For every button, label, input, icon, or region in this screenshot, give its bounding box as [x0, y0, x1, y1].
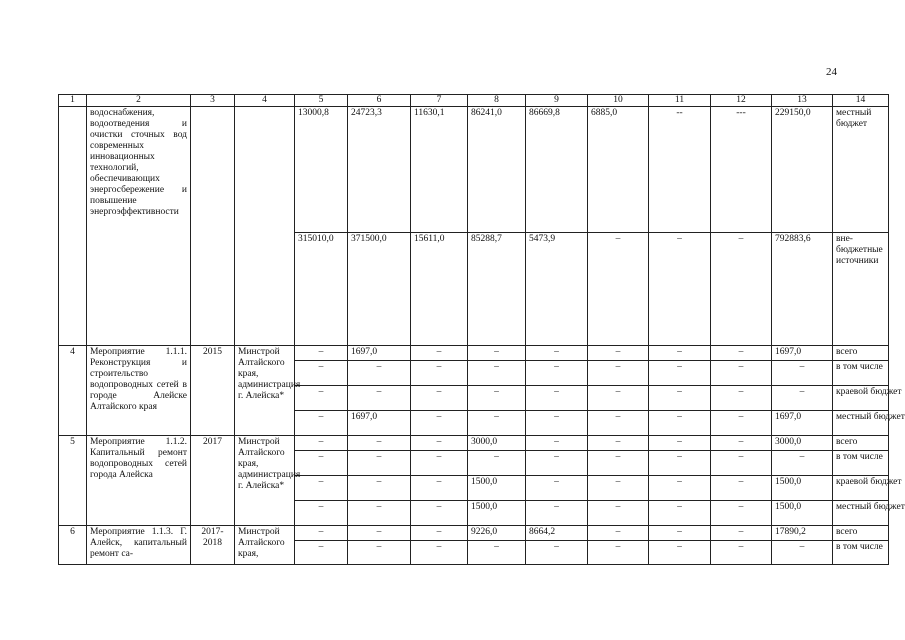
value-cell: –	[411, 501, 468, 526]
year-cell: 2017	[191, 436, 235, 526]
value-cell: –	[348, 476, 411, 501]
value-cell: 315010,0	[295, 233, 348, 346]
value-cell: –	[649, 346, 711, 361]
funding-source-cell: местный бюджет	[833, 107, 889, 233]
value-cell: –	[649, 436, 711, 451]
value-cell: –	[649, 386, 711, 411]
header-cell: 6	[348, 95, 411, 107]
value-cell: ---	[711, 107, 772, 233]
funding-source-cell: в том числе	[833, 451, 889, 476]
value-cell: –	[526, 451, 588, 476]
value-cell: –	[348, 451, 411, 476]
funding-source-cell: местный бюджет	[833, 501, 889, 526]
value-cell: –	[711, 346, 772, 361]
value-cell: –	[348, 526, 411, 541]
total-cell: 1697,0	[772, 346, 833, 361]
value-cell: –	[411, 451, 468, 476]
value-cell: 5473,9	[526, 233, 588, 346]
header-cell: 9	[526, 95, 588, 107]
total-cell: 229150,0	[772, 107, 833, 233]
value-cell: 24723,3	[348, 107, 411, 233]
value-cell: –	[588, 476, 649, 501]
value-cell: –	[348, 501, 411, 526]
executor-cell: Минстрой Алтайского края, администрация г. Алейска*	[235, 346, 295, 436]
value-cell: –	[411, 476, 468, 501]
row-number-cell: 4	[59, 346, 87, 436]
funding-source-cell: вне-бюджетные источники	[833, 233, 889, 346]
value-cell: –	[711, 386, 772, 411]
value-cell: –	[526, 346, 588, 361]
header-cell: 8	[468, 95, 526, 107]
value-cell: –	[588, 436, 649, 451]
budget-table	[58, 94, 905, 565]
header-cell: 10	[588, 95, 649, 107]
value-cell: –	[411, 386, 468, 411]
table-body	[59, 95, 905, 565]
value-cell: –	[295, 526, 348, 541]
value-cell: 9226,0	[468, 526, 526, 541]
value-cell: –	[295, 501, 348, 526]
value-cell: –	[468, 361, 526, 386]
value-cell: 6885,0	[588, 107, 649, 233]
value-cell: 13000,8	[295, 107, 348, 233]
total-cell: –	[772, 541, 833, 565]
value-cell: –	[649, 476, 711, 501]
funding-source-cell: в том числе	[833, 541, 889, 565]
value-cell: –	[588, 411, 649, 436]
value-cell: –	[411, 526, 468, 541]
value-cell: –	[348, 386, 411, 411]
header-cell: 13	[772, 95, 833, 107]
measure-description: Мероприятие 1.1.1. Реконструкция и строительство водопроводных сетей в городе Алейске Алтайского края	[87, 346, 191, 436]
value-cell: –	[411, 436, 468, 451]
value-cell: –	[711, 526, 772, 541]
table-row	[59, 107, 889, 233]
funding-source-cell: местный бюджет	[833, 411, 889, 436]
executor-cell	[235, 107, 295, 346]
row-number-cell: 5	[59, 436, 87, 526]
value-cell: –	[411, 361, 468, 386]
header-cell: 2	[87, 95, 191, 107]
header-cell: 4	[235, 95, 295, 107]
total-cell: 1500,0	[772, 501, 833, 526]
value-cell: –	[588, 451, 649, 476]
value-cell: –	[588, 541, 649, 565]
value-cell: –	[526, 501, 588, 526]
value-cell: –	[468, 346, 526, 361]
header-cell: 14	[833, 95, 889, 107]
value-cell: –	[295, 411, 348, 436]
total-cell: 17890,2	[772, 526, 833, 541]
total-cell: –	[772, 361, 833, 386]
funding-source-cell: всего	[833, 526, 889, 541]
value-cell: –	[711, 451, 772, 476]
value-cell: –	[588, 361, 649, 386]
funding-source-cell: всего	[833, 346, 889, 361]
value-cell: –	[295, 451, 348, 476]
value-cell: –	[348, 361, 411, 386]
total-cell: 1697,0	[772, 411, 833, 436]
measure-description: водоснабжения, водоотведения и очистки сточных вод современных инновационных технологий, обеспечивающих энергосбережение и повышение энергоэффективности	[87, 107, 191, 346]
value-cell: 11630,1	[411, 107, 468, 233]
measure-description: Мероприятие 1.1.2. Капитальный ремонт водопроводных сетей города Алейска	[87, 436, 191, 526]
header-cell: 1	[59, 95, 87, 107]
year-cell: 2015	[191, 346, 235, 436]
value-cell: –	[649, 451, 711, 476]
page-number: 24	[826, 66, 837, 78]
value-cell: –	[411, 411, 468, 436]
funding-source-cell: всего	[833, 436, 889, 451]
table-row	[59, 346, 889, 361]
total-cell: 792883,6	[772, 233, 833, 346]
total-cell: 3000,0	[772, 436, 833, 451]
value-cell: –	[711, 361, 772, 386]
header-cell: 7	[411, 95, 468, 107]
value-cell: –	[468, 451, 526, 476]
value-cell: 86669,8	[526, 107, 588, 233]
value-cell: --	[649, 107, 711, 233]
value-cell: –	[711, 411, 772, 436]
value-cell: –	[526, 386, 588, 411]
value-cell: –	[295, 476, 348, 501]
value-cell: –	[295, 436, 348, 451]
value-cell: 85288,7	[468, 233, 526, 346]
value-cell: –	[526, 361, 588, 386]
total-cell: –	[772, 451, 833, 476]
header-row	[59, 95, 889, 107]
value-cell: –	[526, 476, 588, 501]
value-cell: 8664,2	[526, 526, 588, 541]
value-cell: –	[649, 233, 711, 346]
value-cell: –	[348, 436, 411, 451]
value-cell: –	[348, 541, 411, 565]
executor-cell: Минстрой Алтайского края,	[235, 526, 295, 565]
header-cell: 5	[295, 95, 348, 107]
value-cell: –	[649, 361, 711, 386]
value-cell: –	[411, 346, 468, 361]
value-cell: –	[649, 526, 711, 541]
value-cell: –	[295, 361, 348, 386]
value-cell: 1697,0	[348, 346, 411, 361]
value-cell: –	[468, 386, 526, 411]
value-cell: 86241,0	[468, 107, 526, 233]
value-cell: 1500,0	[468, 501, 526, 526]
year-cell: 2017-2018	[191, 526, 235, 565]
value-cell: –	[295, 541, 348, 565]
value-cell: –	[526, 541, 588, 565]
table-row	[59, 526, 889, 541]
header-cell: 11	[649, 95, 711, 107]
value-cell: –	[711, 501, 772, 526]
value-cell: –	[649, 411, 711, 436]
total-cell: –	[772, 386, 833, 411]
funding-source-cell: краевой бюджет	[833, 476, 889, 501]
funding-source-cell: в том числе	[833, 361, 889, 386]
value-cell: –	[526, 436, 588, 451]
header-cell: 12	[711, 95, 772, 107]
value-cell: –	[588, 233, 649, 346]
header-cell: 3	[191, 95, 235, 107]
value-cell: –	[295, 346, 348, 361]
value-cell: –	[468, 541, 526, 565]
value-cell: 15611,0	[411, 233, 468, 346]
value-cell: –	[588, 386, 649, 411]
measure-description: Мероприятие 1.1.3. Г. Алейск, капитальный ремонт са-	[87, 526, 191, 565]
value-cell: –	[649, 541, 711, 565]
row-number-cell	[59, 107, 87, 346]
executor-cell: Минстрой Алтайского края, администрация г. Алейска*	[235, 436, 295, 526]
value-cell: –	[588, 346, 649, 361]
funding-source-cell: краевой бюджет	[833, 386, 889, 411]
value-cell: –	[468, 411, 526, 436]
value-cell: 1500,0	[468, 476, 526, 501]
value-cell: –	[411, 541, 468, 565]
value-cell: –	[295, 386, 348, 411]
value-cell: –	[711, 541, 772, 565]
value-cell: 1697,0	[348, 411, 411, 436]
value-cell: –	[711, 476, 772, 501]
value-cell: –	[588, 526, 649, 541]
value-cell: –	[649, 501, 711, 526]
value-cell: –	[588, 501, 649, 526]
value-cell: –	[526, 411, 588, 436]
value-cell: –	[711, 436, 772, 451]
year-cell	[191, 107, 235, 346]
table-row	[59, 436, 889, 451]
value-cell: –	[711, 233, 772, 346]
value-cell: 3000,0	[468, 436, 526, 451]
value-cell: 371500,0	[348, 233, 411, 346]
total-cell: 1500,0	[772, 476, 833, 501]
row-number-cell: 6	[59, 526, 87, 565]
